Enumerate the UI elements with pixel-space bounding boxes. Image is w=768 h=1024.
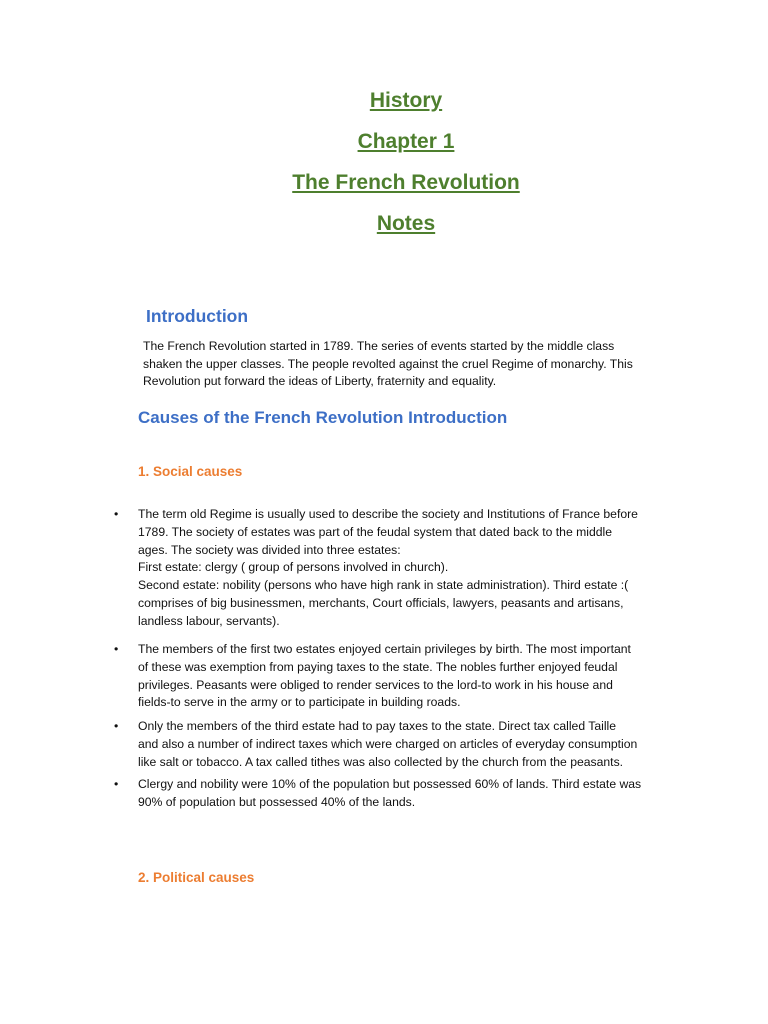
bullet-line: Second estate: nobility (persons who have high rank in state administration). Third estate :( [138,578,629,593]
introduction-line: The French Revolution started in 1789. The series of events started by the middle class [143,339,615,353]
bullet-item [138,718,683,771]
social-causes-heading: 1. Social causes [138,464,243,479]
bullet-line: of these was exemption from paying taxes to the state. The nobles further enjoyed feudal [138,659,618,674]
bullet-line: The term old Regime is usually used to describe the society and Institutions of France before [138,507,638,521]
title-chapter: Chapter 1 [357,130,455,153]
introduction-line: shaken the upper classes. The people revolted against the cruel Regime of monarchy. This [143,356,633,371]
bullet-line: 90% of population but possessed 40% of the lands. [138,794,416,809]
title-notes: Notes [376,212,436,235]
introduction-paragraph [143,338,683,391]
title-block [0,90,768,254]
title-subject: History [369,89,443,112]
introduction-line: Revolution put forward the ideas of Liberty, fraternity and equality. [143,374,497,389]
bullet-line: First estate: clergy ( group of persons involved in church). [138,560,449,575]
bullet-line: Clergy and nobility were 10% of the population but possessed 60% of lands. Third estate was [138,777,642,791]
bullet-line: like salt or tobacco. A tax called tithes was also collected by the church from the peasants. [138,754,624,769]
introduction-heading: Introduction [146,306,249,326]
bullet-line: and also a number of indirect taxes which were charged on articles of everyday consumption [138,736,638,751]
bullet-line: landless labour, servants). [138,613,280,628]
bullet-icon: • [114,719,119,733]
bullet-item [138,506,683,631]
bullet-line: fields-to serve in the army or to participate in building roads. [138,695,461,710]
political-causes-heading: 2. Political causes [138,870,255,885]
title-topic: The French Revolution [292,171,520,194]
bullet-icon: • [114,507,119,521]
bullet-item [138,641,683,712]
bullet-line: The members of the first two estates enjoyed certain privileges by birth. The most important [138,642,631,656]
bullet-item [138,776,683,812]
bullet-line: Only the members of the third estate had to pay taxes to the state. Direct tax called Taille [138,719,617,733]
bullet-line: 1789. The society of estates was part of the feudal system that dated back to the middle [138,524,613,539]
bullet-line: privileges. Peasants were obliged to render services to the lord-to work in his house and [138,677,613,692]
bullet-icon: • [114,777,119,791]
bullet-line: ages. The society was divided into three estates: [138,542,401,557]
causes-heading: Causes of the French Revolution Introduction [138,408,508,427]
bullet-line: comprises of big businessmen, merchants, Court officials, lawyers, peasants and artisans, [138,595,624,610]
bullet-icon: • [114,642,119,656]
